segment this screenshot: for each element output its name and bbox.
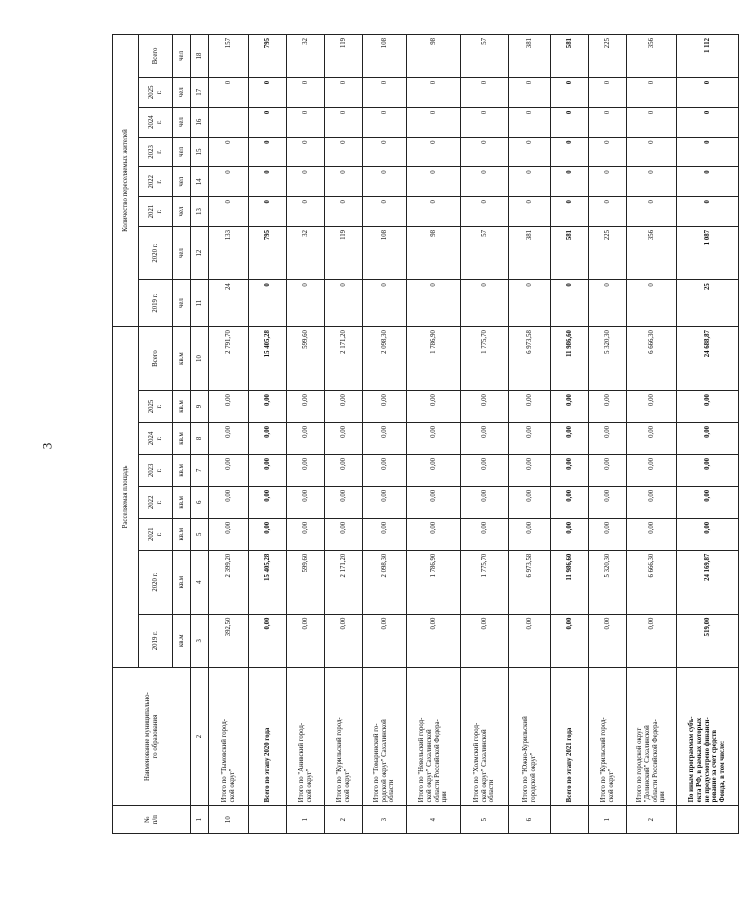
people-value: 0 <box>677 137 739 167</box>
people-value: 0 <box>627 280 677 327</box>
people-value: 0 <box>551 167 589 197</box>
people-value: 157 <box>209 35 249 78</box>
area-value: 0,00 <box>249 486 287 518</box>
people-value: 0 <box>363 137 407 167</box>
people-value: 0 <box>249 280 287 327</box>
people-value: 119 <box>325 226 363 279</box>
municipality-name: Итого по "Холмский город- ской округ" Сахалинской области <box>461 667 509 805</box>
area-value: 0,00 <box>363 486 407 518</box>
area-value: 5 320,30 <box>589 327 627 391</box>
people-value: 0 <box>325 167 363 197</box>
people-value: 25 <box>677 280 739 327</box>
people-value: 0 <box>589 167 627 197</box>
column-number: 8 <box>191 422 209 454</box>
unit-people: чел <box>173 197 191 227</box>
header-people-year: 2024 г. <box>139 107 173 137</box>
people-value: 1 087 <box>677 226 739 279</box>
people-value: 0 <box>627 107 677 137</box>
area-value: 1 775,70 <box>461 327 509 391</box>
people-value: 0 <box>509 137 551 167</box>
table-row <box>677 35 739 834</box>
people-value <box>209 107 249 137</box>
area-value: 0,00 <box>677 454 739 486</box>
area-value: 599,60 <box>287 550 325 614</box>
table-row <box>287 35 325 834</box>
area-value: 0,00 <box>627 422 677 454</box>
column-number: 7 <box>191 454 209 486</box>
area-value: 2 098,30 <box>363 550 407 614</box>
people-value: 0 <box>407 280 461 327</box>
people-value: 0 <box>325 280 363 327</box>
area-value: 5 320,30 <box>589 550 627 614</box>
area-value: 0,00 <box>461 486 509 518</box>
unit-area: кв.м <box>173 327 191 391</box>
people-value: 108 <box>363 35 407 78</box>
area-value: 0,00 <box>407 422 461 454</box>
row-number: 4 <box>407 806 461 834</box>
people-value: 0 <box>287 137 325 167</box>
people-value: 0 <box>677 167 739 197</box>
people-value: 0 <box>407 107 461 137</box>
table-row <box>249 35 287 834</box>
people-value: 0 <box>627 137 677 167</box>
unit-area: кв.м <box>173 422 191 454</box>
area-value: 0,00 <box>363 614 407 667</box>
municipality-name: Итого по городской округ "Долинский" Сахалинской области Российской Федера- ции <box>627 667 677 805</box>
area-value: 0,00 <box>461 614 509 667</box>
people-value: 0 <box>627 167 677 197</box>
area-value: 1 786,90 <box>407 550 461 614</box>
people-value: 0 <box>363 167 407 197</box>
area-value: 0,00 <box>589 486 627 518</box>
column-number: 18 <box>191 35 209 78</box>
area-value: 2 399,20 <box>209 550 249 614</box>
area-value: 0,00 <box>287 614 325 667</box>
area-value: 0,00 <box>325 454 363 486</box>
area-value: 0,00 <box>287 518 325 550</box>
area-value: 11 986,60 <box>551 550 589 614</box>
people-value: 0 <box>249 107 287 137</box>
area-value: 0,00 <box>589 614 627 667</box>
area-value: 0,00 <box>325 486 363 518</box>
header-people-year: 2023 г. <box>139 137 173 167</box>
people-value: 0 <box>363 107 407 137</box>
people-value: 133 <box>209 226 249 279</box>
row-number: 10 <box>209 806 249 834</box>
area-value: 0,00 <box>627 454 677 486</box>
row-number <box>249 806 287 834</box>
people-value: 0 <box>363 197 407 227</box>
area-value: 0,00 <box>363 518 407 550</box>
area-value: 519,00 <box>677 614 739 667</box>
people-value: 57 <box>461 226 509 279</box>
area-value: 0,00 <box>287 391 325 423</box>
people-value: 0 <box>209 77 249 107</box>
municipality-name: Всего по этапу 2021 года <box>551 667 589 805</box>
people-value: 24 <box>209 280 249 327</box>
people-value: 225 <box>589 226 627 279</box>
people-value: 0 <box>209 137 249 167</box>
area-value: 0,00 <box>407 614 461 667</box>
table-row <box>551 35 589 834</box>
people-value: 225 <box>589 35 627 78</box>
column-number: 4 <box>191 550 209 614</box>
people-value: 0 <box>325 107 363 137</box>
people-value: 0 <box>461 280 509 327</box>
area-value: 0,00 <box>363 422 407 454</box>
municipality-name: Итого по "Невельский город- ской округ" Сахалинской области Российской Федера- ции <box>407 667 461 805</box>
people-value: 0 <box>509 167 551 197</box>
header-people-year: 2020 г. <box>139 226 173 279</box>
area-value: 0,00 <box>325 614 363 667</box>
municipality-name: Итого по "Курильский город- ской округ" <box>589 667 627 805</box>
column-number: 10 <box>191 327 209 391</box>
area-value: 0,00 <box>627 614 677 667</box>
row-number: 5 <box>461 806 509 834</box>
column-number: 15 <box>191 137 209 167</box>
people-value: 0 <box>287 167 325 197</box>
header-area-year: Всего <box>139 327 173 391</box>
area-value: 2 171,20 <box>325 327 363 391</box>
area-value: 0,00 <box>287 422 325 454</box>
people-value: 581 <box>551 35 589 78</box>
column-number: 14 <box>191 167 209 197</box>
row-number: 2 <box>627 806 677 834</box>
unit-people: чел <box>173 137 191 167</box>
column-number: 2 <box>191 667 209 805</box>
area-value: 0,00 <box>407 391 461 423</box>
header-area-year: 2024 г. <box>139 422 173 454</box>
people-value: 0 <box>249 137 287 167</box>
column-number: 1 <box>191 806 209 834</box>
column-number: 17 <box>191 77 209 107</box>
rotated-table-container <box>112 34 727 834</box>
column-number: 16 <box>191 107 209 137</box>
municipality-name: Итого по "Анивский город- ской округ" <box>287 667 325 805</box>
header-area-year: 2019 г. <box>139 614 173 667</box>
area-value: 1 775,70 <box>461 550 509 614</box>
people-value: 98 <box>407 35 461 78</box>
people-value: 0 <box>461 107 509 137</box>
people-value: 32 <box>287 35 325 78</box>
people-value: 0 <box>287 77 325 107</box>
people-value: 581 <box>551 226 589 279</box>
column-number: 13 <box>191 197 209 227</box>
people-value: 381 <box>509 35 551 78</box>
people-value: 795 <box>249 226 287 279</box>
area-value: 0,00 <box>407 486 461 518</box>
people-value: 795 <box>249 35 287 78</box>
area-value: 0,00 <box>209 486 249 518</box>
people-value: 356 <box>627 35 677 78</box>
area-value: 6 973,58 <box>509 327 551 391</box>
table-row <box>627 35 677 834</box>
column-number: 9 <box>191 391 209 423</box>
people-value: 0 <box>325 137 363 167</box>
area-value: 0,00 <box>249 454 287 486</box>
area-value: 0,00 <box>627 391 677 423</box>
header-people-year: 2019 г. <box>139 280 173 327</box>
municipality-name: По иным программам субъ- екта РФ, в рамках которых не предусмотрено финанси- рование за счет средств Фонда, в том числе: <box>677 667 739 805</box>
people-value: 0 <box>627 197 677 227</box>
people-value: 381 <box>509 226 551 279</box>
area-value: 0,00 <box>509 422 551 454</box>
area-value: 2 171,20 <box>325 550 363 614</box>
page-number: 3 <box>39 442 55 450</box>
area-value: 0,00 <box>589 391 627 423</box>
area-value: 0,00 <box>209 422 249 454</box>
area-value: 2 791,70 <box>209 327 249 391</box>
area-value: 0,00 <box>509 614 551 667</box>
people-value: 0 <box>407 137 461 167</box>
area-value: 0,00 <box>551 454 589 486</box>
people-value: 0 <box>287 280 325 327</box>
table-row <box>509 35 551 834</box>
unit-people: чел <box>173 167 191 197</box>
table-row <box>407 35 461 834</box>
people-value: 1 112 <box>677 35 739 78</box>
header-area-year: 2020 г. <box>139 550 173 614</box>
people-value: 0 <box>589 280 627 327</box>
row-number: 6 <box>509 806 551 834</box>
area-value: 0,00 <box>461 518 509 550</box>
area-value: 0,00 <box>363 454 407 486</box>
area-value: 0,00 <box>627 486 677 518</box>
area-value: 0,00 <box>209 391 249 423</box>
area-value: 0,00 <box>509 454 551 486</box>
area-value: 0,00 <box>551 422 589 454</box>
municipality-name: Итого по "Томаринский го- родской округ" Сахалинской области <box>363 667 407 805</box>
people-value: 0 <box>249 77 287 107</box>
people-value: 0 <box>551 77 589 107</box>
area-value: 0,00 <box>209 454 249 486</box>
people-value: 0 <box>363 77 407 107</box>
people-value: 0 <box>209 167 249 197</box>
header-area-year: 2021 г. <box>139 518 173 550</box>
area-value: 0,00 <box>627 518 677 550</box>
people-value: 57 <box>461 35 509 78</box>
area-value: 0,00 <box>677 518 739 550</box>
people-value: 0 <box>461 137 509 167</box>
people-value: 0 <box>509 280 551 327</box>
area-value: 0,00 <box>249 422 287 454</box>
row-number <box>677 806 739 834</box>
column-number-row <box>191 35 209 834</box>
people-value: 0 <box>461 167 509 197</box>
area-value: 6 666,30 <box>627 327 677 391</box>
area-value: 6 666,30 <box>627 550 677 614</box>
area-value: 0,00 <box>325 518 363 550</box>
area-value: 0,00 <box>287 454 325 486</box>
header-people-year: 2022 г. <box>139 167 173 197</box>
unit-area: кв.м <box>173 550 191 614</box>
area-value: 15 405,28 <box>249 550 287 614</box>
area-value: 0,00 <box>209 518 249 550</box>
municipality-name: Всего по этапу 2020 года <box>249 667 287 805</box>
people-value: 0 <box>325 197 363 227</box>
people-value: 0 <box>551 280 589 327</box>
area-value: 0,00 <box>249 614 287 667</box>
people-value: 0 <box>551 197 589 227</box>
area-value: 24 688,87 <box>677 327 739 391</box>
municipality-name: Итого по "Тымовский город- ской округ" <box>209 667 249 805</box>
people-value: 0 <box>677 107 739 137</box>
people-value: 0 <box>325 77 363 107</box>
area-value: 0,00 <box>509 486 551 518</box>
people-value: 0 <box>407 77 461 107</box>
table-row <box>325 35 363 834</box>
area-value: 0,00 <box>461 422 509 454</box>
area-value: 0,00 <box>249 391 287 423</box>
row-number: 2 <box>325 806 363 834</box>
area-value: 6 973,58 <box>509 550 551 614</box>
column-number: 6 <box>191 486 209 518</box>
people-value: 0 <box>509 107 551 137</box>
header-area-year: 2023 г. <box>139 454 173 486</box>
area-value: 0,00 <box>551 391 589 423</box>
area-value: 0,00 <box>363 391 407 423</box>
header-area-group: Расселяемая площадь <box>113 327 139 668</box>
area-value: 2 098,30 <box>363 327 407 391</box>
unit-people: чел <box>173 280 191 327</box>
table-row <box>589 35 627 834</box>
area-value: 11 986,60 <box>551 327 589 391</box>
row-number: 1 <box>287 806 325 834</box>
unit-people: чел <box>173 77 191 107</box>
area-value: 0,00 <box>677 391 739 423</box>
header-people-group: Количество переселяемых жителей <box>113 35 139 327</box>
area-value: 392,50 <box>209 614 249 667</box>
area-value: 0,00 <box>325 391 363 423</box>
area-value: 0,00 <box>551 518 589 550</box>
area-value: 0,00 <box>407 454 461 486</box>
unit-area: кв.м <box>173 454 191 486</box>
row-number: 1 <box>589 806 627 834</box>
unit-people: чел <box>173 226 191 279</box>
area-value: 0,00 <box>589 454 627 486</box>
area-value: 0,00 <box>551 614 589 667</box>
people-value: 0 <box>627 77 677 107</box>
unit-area: кв.м <box>173 518 191 550</box>
people-value: 32 <box>287 226 325 279</box>
people-value: 0 <box>589 77 627 107</box>
table-row <box>363 35 407 834</box>
people-value: 0 <box>589 107 627 137</box>
area-value: 0,00 <box>249 518 287 550</box>
people-value: 0 <box>589 137 627 167</box>
unit-people: чел <box>173 107 191 137</box>
table-row <box>461 35 509 834</box>
people-value: 0 <box>551 107 589 137</box>
people-value: 0 <box>287 107 325 137</box>
row-number <box>551 806 589 834</box>
area-value: 0,00 <box>325 422 363 454</box>
unit-area: кв.м <box>173 614 191 667</box>
people-value: 98 <box>407 226 461 279</box>
resettlement-table <box>112 34 739 834</box>
area-value: 0,00 <box>589 422 627 454</box>
header-name: Наименование муниципально- го образования <box>113 667 191 805</box>
area-value: 0,00 <box>407 518 461 550</box>
people-value: 108 <box>363 226 407 279</box>
column-number: 3 <box>191 614 209 667</box>
area-value: 0,00 <box>551 486 589 518</box>
unit-area: кв.м <box>173 391 191 423</box>
header-people-year: Всего <box>139 35 173 78</box>
people-value: 0 <box>461 197 509 227</box>
column-number: 12 <box>191 226 209 279</box>
unit-people: чел <box>173 35 191 78</box>
people-value: 0 <box>677 77 739 107</box>
people-value: 0 <box>407 197 461 227</box>
people-value: 0 <box>363 280 407 327</box>
area-value: 0,00 <box>509 391 551 423</box>
area-value: 0,00 <box>509 518 551 550</box>
municipality-name: Итого по "Курильский город- ской округ" <box>325 667 363 805</box>
area-value: 0,00 <box>287 486 325 518</box>
unit-area: кв.м <box>173 486 191 518</box>
column-number: 5 <box>191 518 209 550</box>
people-value: 0 <box>249 197 287 227</box>
people-value: 0 <box>509 197 551 227</box>
people-value: 0 <box>589 197 627 227</box>
people-value: 0 <box>551 137 589 167</box>
row-number: 3 <box>363 806 407 834</box>
area-value: 0,00 <box>677 422 739 454</box>
people-value: 0 <box>249 167 287 197</box>
people-value: 0 <box>287 197 325 227</box>
area-value: 0,00 <box>461 391 509 423</box>
people-value: 0 <box>407 167 461 197</box>
people-value: 119 <box>325 35 363 78</box>
area-value: 0,00 <box>461 454 509 486</box>
table-row <box>209 35 249 834</box>
column-number: 11 <box>191 280 209 327</box>
people-value: 356 <box>627 226 677 279</box>
people-value: 0 <box>509 77 551 107</box>
header-area-year: 2022 г. <box>139 486 173 518</box>
header-area-year: 2025 г. <box>139 391 173 423</box>
header-no: № п/п <box>113 806 191 834</box>
people-value: 0 <box>461 77 509 107</box>
area-value: 1 786,90 <box>407 327 461 391</box>
municipality-name: Итого по "Южно-Курильский городской округ" <box>509 667 551 805</box>
people-value: 0 <box>209 197 249 227</box>
area-value: 0,00 <box>677 486 739 518</box>
header-people-year: 2025 г. <box>139 77 173 107</box>
area-value: 24 169,87 <box>677 550 739 614</box>
people-value: 0 <box>677 197 739 227</box>
area-value: 15 405,28 <box>249 327 287 391</box>
area-value: 0,00 <box>589 518 627 550</box>
header-people-year: 2021 г. <box>139 197 173 227</box>
area-value: 599,60 <box>287 327 325 391</box>
